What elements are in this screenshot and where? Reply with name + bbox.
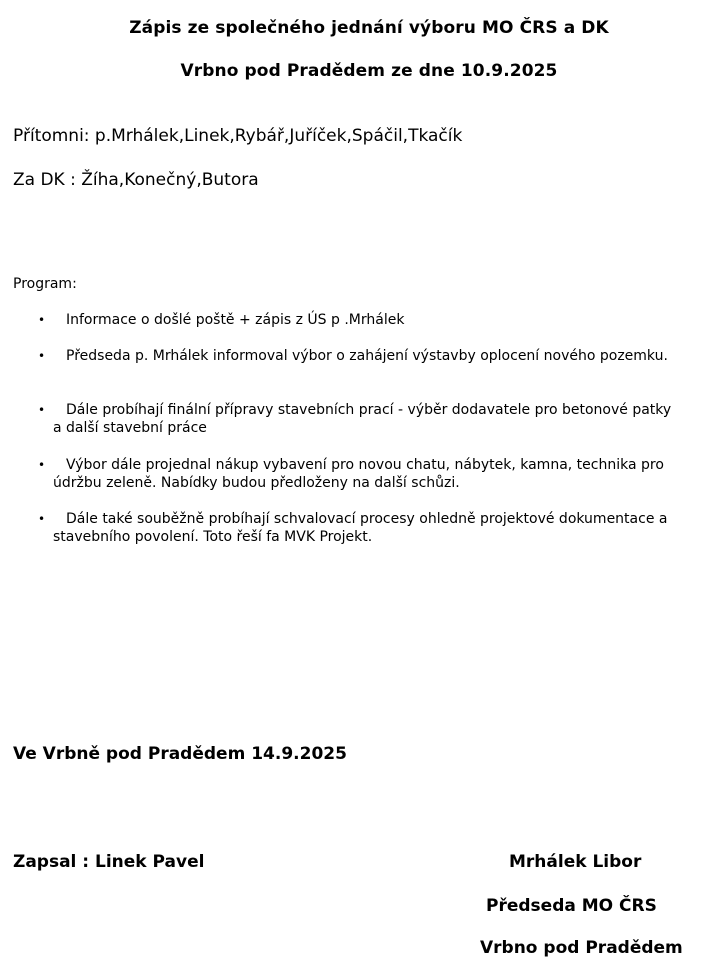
list-item-text: Výbor dále projednal nákup vybavení pro novou chatu, nábytek, kamna, technika pro <box>66 457 664 473</box>
list-item <box>38 347 668 365</box>
signer-name: Mrhálek Libor <box>509 852 642 872</box>
signer-role: Předseda MO ČRS <box>486 896 657 916</box>
list-item-text-cont: a další stavební práce <box>53 420 207 436</box>
list-item-text: Informace o došlé poště + zápis z ÚS p .Mrhálek <box>66 312 405 328</box>
list-item-text: Předseda p. Mrhálek informoval výbor o zahájení výstavby oplocení nového pozemku. <box>66 348 668 364</box>
bullet-icon: • <box>38 403 46 417</box>
bullet-icon: • <box>38 512 46 526</box>
list-item <box>38 401 672 437</box>
document-subtitle: Vrbno pod Pradědem ze dne 10.9.2025 <box>180 61 558 81</box>
program-label: Program: <box>13 276 77 292</box>
list-item-text-cont: stavebního povolení. Toto řeší fa MVK Projekt. <box>53 529 373 545</box>
list-item <box>38 456 664 492</box>
document-title: Zápis ze společného jednání výboru MO ČRS a DK <box>129 18 609 38</box>
attendance-present: Přítomni: p.Mrhálek,Linek,Rybář,Juříček,Spáčil,Tkačík <box>13 126 463 146</box>
place-date: Ve Vrbně pod Pradědem 14.9.2025 <box>13 744 347 764</box>
recorded-by: Zapsal : Linek Pavel <box>13 852 205 872</box>
bullet-icon: • <box>38 458 46 472</box>
attendance-dk: Za DK : Žíha,Konečný,Butora <box>13 170 259 190</box>
bullet-icon: • <box>38 349 46 363</box>
list-item-text: Dále také souběžně probíhají schvalovací procesy ohledně projektové dokumentace a <box>66 511 668 527</box>
signer-place: Vrbno pod Pradědem <box>480 938 683 958</box>
bullet-icon: • <box>38 313 46 327</box>
list-item <box>38 311 405 329</box>
list-item-text-cont: údržbu zeleně. Nabídky budou předloženy na další schůzi. <box>53 475 460 491</box>
list-item-text: Dále probíhají finální přípravy stavebních prací - výběr dodavatele pro betonové patky <box>66 402 672 418</box>
list-item <box>38 510 668 546</box>
